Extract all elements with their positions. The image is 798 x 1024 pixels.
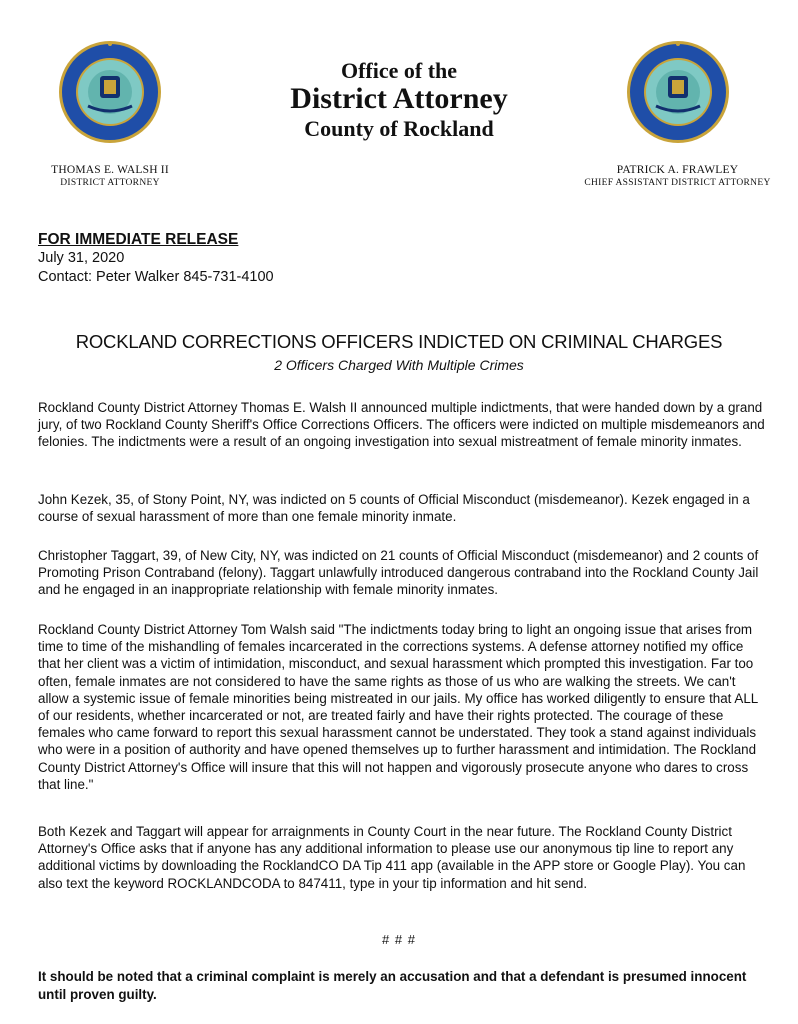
disclaimer: It should be noted that a criminal complaint is merely an accusation and that a defendant is presumed innocent until proven guilty. [38, 969, 747, 1002]
subheadline: 2 Officers Charged With Multiple Crimes [274, 357, 524, 373]
official-right-name: PATRICK A. FRAWLEY [616, 164, 739, 176]
official-left [20, 164, 200, 188]
release-label: FOR IMMEDIATE RELEASE [38, 231, 239, 248]
body-paragraph [38, 823, 768, 892]
official-left-name: THOMAS E. WALSH II [51, 164, 169, 176]
paragraph-text: Christopher Taggart, 39, of New City, NY, was indicted on 21 counts of Official Misconduct (misdemeanor) and 2 counts of Promoting Prison Contraband (felony). Taggart unlawfully introduced dangerous contraband into the Rockland County Jail and he engaged in an inappropriate relationship with female minority inmates. [38, 548, 759, 598]
paragraph-text: Rockland County District Attorney Thomas E. Walsh II announced multiple indictments, that were handed down by a grand jury, of two Rockland County Sheriff's Office Corrections Officers. The officers were indicted on multiple misdemeanors and felonies. The indictments were a result of an ongoing investigation into sexual mistreatment of female minority inmates. [38, 400, 765, 450]
release-date: July 31, 2020 [38, 250, 125, 266]
body-paragraph [38, 621, 768, 793]
paragraph-text: Both Kezek and Taggart will appear for arraignments in County Court in the near future. The Rockland County District Attorney's Office asks that if anyone has any additional information to please use our anonymous tip line to report any additional victims by downloading the RocklandCO DA Tip 411 app (available in the APP store or Google Play). You can also text the keyword ROCKLANDCODA to 847411, type in your tip information and hit send. [38, 824, 746, 891]
body-paragraph [38, 491, 768, 525]
body-paragraph [38, 399, 768, 451]
body-paragraph [38, 547, 768, 599]
official-right-title: CHIEF ASSISTANT DISTRICT ATTORNEY [584, 178, 771, 188]
official-right [575, 164, 780, 188]
end-mark: # # # [382, 932, 416, 947]
release-info [38, 230, 274, 287]
office-title-line3: County of Rockland [304, 116, 494, 141]
office-title-line1: Office of the [340, 58, 458, 83]
headline: ROCKLAND CORRECTIONS OFFICERS INDICTED ON CRIMINAL CHARGES [75, 331, 723, 352]
paragraph-text: John Kezek, 35, of Stony Point, NY, was indicted on 5 counts of Official Misconduct (misdemeanor). Kezek engaged in a course of sexual harassment of more than one female minority inmate. [38, 492, 750, 525]
official-left-title: DISTRICT ATTORNEY [60, 178, 160, 188]
release-contact: Contact: Peter Walker 845-731-4100 [38, 269, 274, 285]
paragraph-text: Rockland County District Attorney Tom Walsh said "The indictments today bring to light an ongoing issue that arises from time to time of the mishandling of females incarcerated in the corrections systems. A defense attorney notified my office that her client was a victim of intimidation, misconduct, and sexual harassment which prompted this investigation. Far too often, female inmates are not considered to have the same rights as those of us who are walking the streets. We can't allow a systemic issue of female minorities being mistreated in our jails. My office has worked diligently to ensure that ALL of our residents, whether incarcerated or not, are treated fairly and have their rights protected. The courage of these females who came forward to report this sexual harassment cannot be understated. They took a stand against individuals who were in a position of authority and have opened themselves up to further harassment and intimidation. The Rockland County District Attorney's Office will insure that this will not happen and vigorously prosecute anyone who dares to cross that line." [38, 622, 758, 792]
office-title-line2: District Attorney [290, 82, 508, 115]
